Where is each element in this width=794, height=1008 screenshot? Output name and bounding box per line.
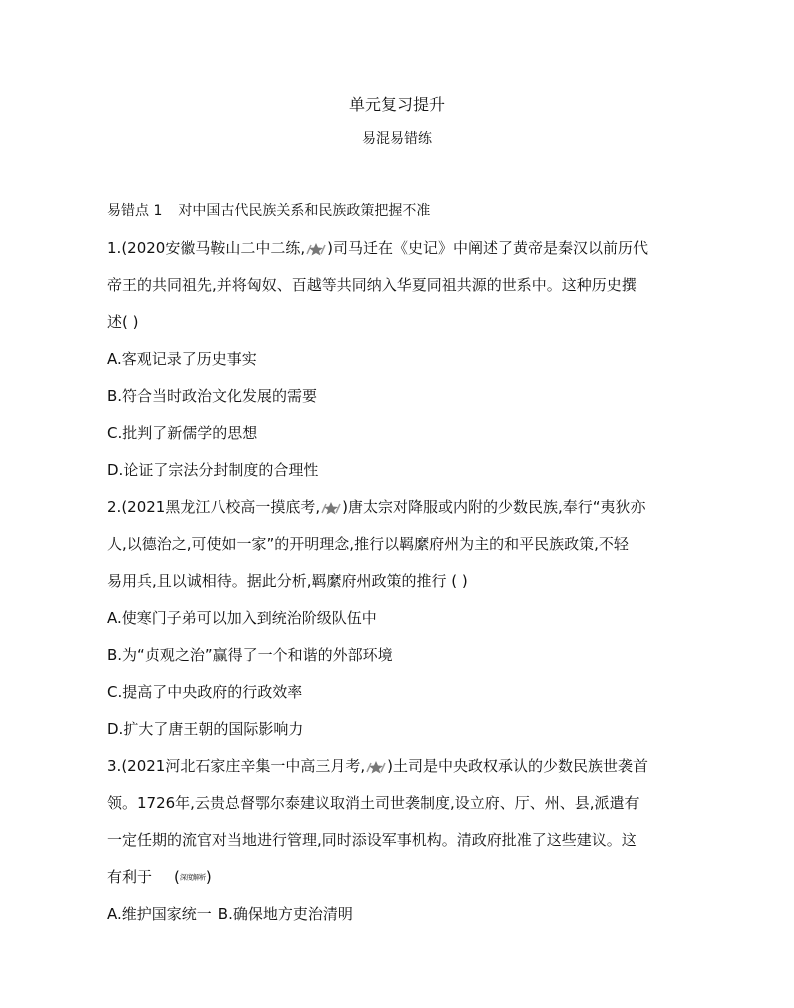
question-1-option-c: C.批判了新儒学的思想 [107,424,258,442]
difficulty-star-icon [320,501,342,515]
question-source: (2021河北石家庄辛集一中高三月考, [121,757,366,775]
exercise-body [107,198,692,938]
question-text: 土司是中央政权承认的少数民族世袭首 [392,757,648,775]
question-1-line-1: 1.(2020安徽马鞍山二中二练, )司马迁在《史记》中阐述了黄帝是秦汉以前历代 [107,239,648,257]
question-1-option-a: A.客观记录了历史事实 [107,350,257,368]
question-2-option-d: D.扩大了唐王朝的国际影响力 [107,720,304,738]
question-2-option-b: B.为“贞观之治”赢得了一个和谐的外部环境 [107,646,393,664]
question-3-options-row [107,901,692,938]
question-text: 司马迁在《史记》中阐述了黄帝是秦汉以前历代 [332,239,648,257]
question-1-line-3: 述( ) [107,313,139,331]
question-2-line-1: 2.(2021黑龙江八校高一摸底考, )唐太宗对降服或内附的少数民族,奉行“夷狄亦 [107,498,646,516]
question-source: (2021黑龙江八校高一摸底考, [121,498,321,516]
section-title: 对中国古代民族关系和民族政策把握不准 [178,203,431,219]
difficulty-star-icon [305,242,327,256]
question-3-line-1: 3.(2021河北石家庄辛集一中高三月考, )土司是中央政权承认的少数民族世袭首 [107,757,648,775]
question-1-option-b: B.符合当时政治文化发展的需要 [107,387,318,405]
question-text: 唐太宗对降服或内附的少数民族,奉行“夷狄亦 [347,498,646,516]
question-3-line-4: 有利于 (深度解析) [107,868,212,886]
question-3-line-3: 一定任期的流官对当地进行管理,同时添设军事机构。清政府批准了这些建议。这 [107,831,637,849]
question-3-option-a: A.维护国家统一 [107,905,212,923]
difficulty-star-icon [365,760,387,774]
question-1-option-d: D.论证了宗法分封制度的合理性 [107,461,319,479]
analysis-tag: 深度解析 [179,873,206,882]
question-2-line-2: 人,以德治之,可使如一家”的开明理念,推行以羁縻府州为主的和平民族政策,不轻 [107,535,629,553]
question-3-line-2: 领。1726年,云贵总督鄂尔泰建议取消土司世袭制度,设立府、厅、州、县,派遣有 [107,794,640,812]
question-number: 1. [107,239,122,257]
page-title: 单元复习提升 [348,95,445,114]
question-text: 有利于 [107,868,153,886]
question-2-option-c: C.提高了中央政府的行政效率 [107,683,303,701]
question-number: 2. [107,498,122,516]
question-1-line-2: 帝王的共同祖先,并将匈奴、百越等共同纳入华夏同祖共源的世系中。这种历史撰 [107,276,637,294]
question-2-line-3: 易用兵,且以诚相待。据此分析,羁縻府州政策的推行 ( ) [107,572,468,590]
question-number: 3. [107,757,122,775]
section-heading [107,198,692,235]
question-3-option-b: B.确保地方吏治清明 [217,905,353,923]
section-number: 易错点 1 [107,203,163,219]
page-subtitle: 易混易错练 [362,131,432,147]
question-2-option-a: A.使寒门子弟可以加入到统治阶级队伍中 [107,609,377,627]
question-source: (2020安徽马鞍山二中二练, [121,239,306,257]
